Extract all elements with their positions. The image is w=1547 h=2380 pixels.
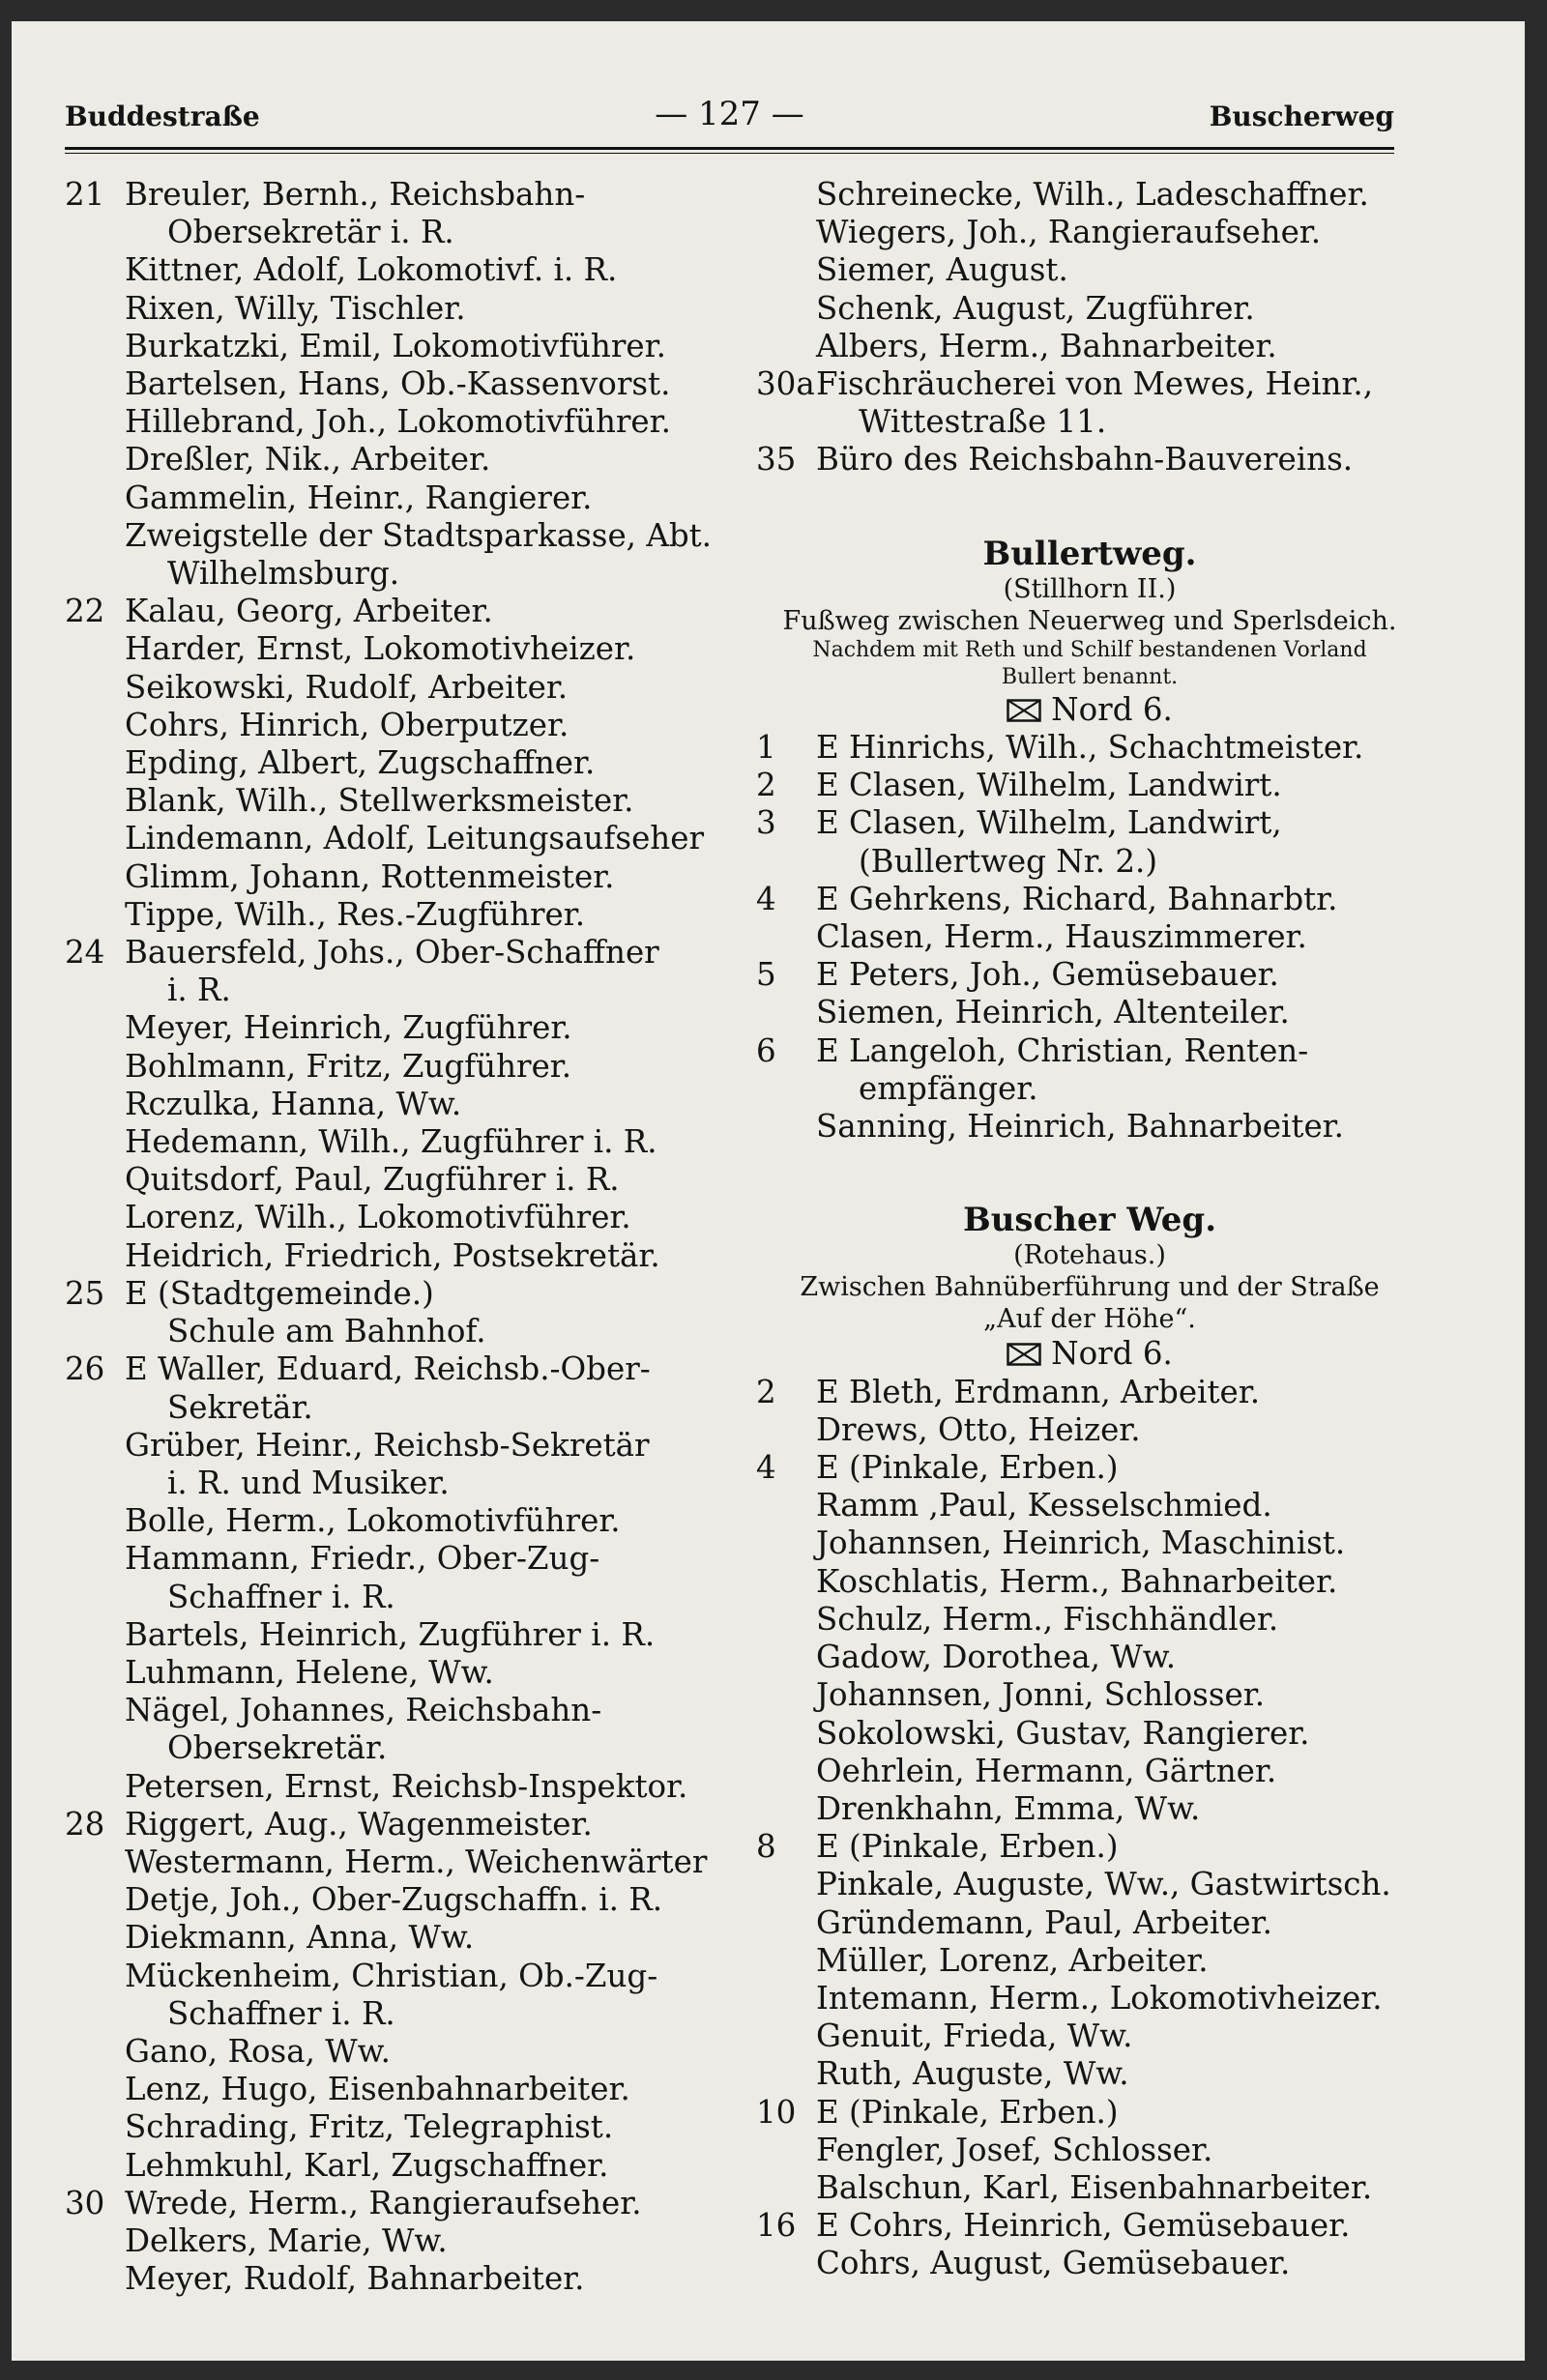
page-number: — 127 —	[655, 95, 804, 133]
entry-text: Büro des Reichsbahn-Bauvereins.	[816, 441, 1354, 479]
directory-entry	[65, 707, 742, 744]
directory-entry	[756, 2207, 1423, 2245]
entry-text: Fischräucherei von Mewes, Heinr.,	[816, 365, 1374, 403]
directory-entry	[756, 1524, 1423, 1562]
house-number: 25	[65, 1274, 105, 1312]
entry-text: Kittner, Adolf, Lokomotivf. i. R.	[125, 251, 618, 289]
entry-continuation: Wittestraße 11.	[859, 403, 1107, 441]
house-number: 2	[756, 1373, 776, 1410]
entry-text: E (Pinkale, Erben.)	[816, 2093, 1119, 2131]
entry-text: Nägel, Johannes, Reichsbahn-	[125, 1692, 602, 1729]
directory-entry	[756, 176, 1423, 214]
directory-entry	[65, 593, 742, 630]
buscher-weg-entries	[756, 1374, 1423, 2283]
entry-text: Koschlatis, Herm., Bahnarbeiter.	[816, 1562, 1338, 1600]
house-number: 4	[756, 1449, 776, 1487]
directory-entry	[65, 1123, 742, 1161]
directory-entry	[65, 820, 742, 857]
directory-entry	[756, 1449, 1423, 1487]
entry-text: Gano, Rosa, Ww.	[125, 2032, 391, 2070]
directory-entry	[756, 328, 1423, 365]
entry-text: Lindemann, Adolf, Leitungsaufseher	[125, 820, 704, 857]
postal-district-label: Nord 6.	[1051, 690, 1173, 728]
entry-continuation: Obersekretär.	[167, 1729, 388, 1767]
entry-text: Schulz, Herm., Fischhändler.	[816, 1600, 1279, 1638]
right-column	[756, 176, 1423, 2283]
entry-text: E (Stadtgemeinde.)	[125, 1274, 434, 1312]
entry-text: Ruth, Auguste, Ww.	[816, 2055, 1129, 2093]
directory-entry	[65, 2108, 742, 2146]
entry-text: Siemen, Heinrich, Altenteiler.	[816, 994, 1290, 1031]
house-number: 4	[756, 880, 776, 917]
directory-entry	[756, 2094, 1423, 2132]
left-entries	[65, 176, 742, 2298]
entry-text: Gadow, Dorothea, Ww.	[816, 1639, 1177, 1676]
house-number: 22	[65, 593, 105, 630]
directory-entry	[756, 1790, 1423, 1828]
directory-entry	[65, 176, 742, 251]
entry-text: Wrede, Herm., Rangieraufseher.	[125, 2184, 642, 2221]
entry-text: Drews, Otto, Heizer.	[816, 1410, 1141, 1448]
entry-text: Wiegers, Joh., Rangieraufseher.	[816, 214, 1322, 251]
directory-entry	[756, 365, 1423, 441]
entry-text: Sanning, Heinrich, Bahnarbeiter.	[816, 1108, 1344, 1146]
directory-entry	[65, 1048, 742, 1086]
directory-entry	[65, 1237, 742, 1275]
entry-text: Dreßler, Nik., Arbeiter.	[125, 441, 491, 479]
entry-text: Hammann, Friedr., Ober-Zug-	[125, 1540, 600, 1578]
entry-text: Quitsdorf, Paul, Zugführer i. R.	[125, 1161, 620, 1199]
entry-text: Zweigstelle der Stadtsparkasse, Abt.	[125, 516, 713, 554]
directory-entry	[65, 365, 742, 403]
entry-text: E Clasen, Wilhelm, Landwirt,	[816, 804, 1282, 842]
directory-entry	[756, 1866, 1423, 1903]
house-number: 3	[756, 804, 776, 842]
house-number: 21	[65, 176, 105, 213]
entry-text: E Hinrichs, Wilh., Schachtmeister.	[816, 729, 1364, 767]
directory-entry	[65, 1692, 742, 1767]
directory-entry	[756, 214, 1423, 251]
directory-entry	[756, 1904, 1423, 1942]
entry-text: Detje, Joh., Ober-Zugschaffn. i. R.	[125, 1881, 663, 1919]
directory-entry	[756, 1032, 1423, 1108]
entry-continuation: i. R. und Musiker.	[167, 1464, 450, 1501]
entry-text: Gründemann, Paul, Arbeiter.	[816, 1903, 1272, 1941]
directory-entry	[756, 251, 1423, 289]
directory-entry	[756, 1715, 1423, 1753]
entry-text: Drenkhahn, Emma, Ww.	[816, 1789, 1201, 1827]
directory-entry	[65, 744, 742, 782]
entry-text: Johannsen, Heinrich, Maschinist.	[816, 1524, 1346, 1562]
directory-entry	[756, 804, 1423, 880]
entry-text: Johannsen, Jonni, Schlosser.	[816, 1676, 1266, 1714]
house-number: 26	[65, 1350, 105, 1388]
directory-entry	[65, 858, 742, 896]
directory-entry	[65, 934, 742, 1009]
entry-continuation: Schule am Bahnhof.	[167, 1313, 486, 1350]
entry-text: Clasen, Herm., Hauszimmerer.	[816, 918, 1307, 956]
directory-entry	[65, 1919, 742, 1957]
entry-text: E Peters, Joh., Gemüsebauer.	[816, 956, 1279, 994]
entry-text: Blank, Wilh., Stellwerksmeister.	[125, 782, 634, 820]
directory-entry	[756, 1374, 1423, 1411]
directory-entry	[65, 517, 742, 593]
directory-entry	[756, 2055, 1423, 2093]
directory-entry	[756, 767, 1423, 804]
header-rule-thin	[65, 153, 1394, 154]
directory-entry	[65, 669, 742, 707]
entry-continuation: empfänger.	[859, 1069, 1038, 1107]
entry-text: E Clasen, Wilhelm, Landwirt.	[816, 767, 1282, 804]
envelope-icon	[1007, 1343, 1041, 1366]
entry-text: Meyer, Rudolf, Bahnarbeiter.	[125, 2260, 585, 2298]
entry-continuation: i. R.	[167, 972, 231, 1009]
directory-entry	[756, 1676, 1423, 1714]
directory-entry	[65, 1881, 742, 1919]
entry-text: Lehmkuhl, Karl, Zugschaffner.	[125, 2146, 609, 2184]
entry-text: Glimm, Johann, Rottenmeister.	[125, 857, 615, 895]
directory-entry	[756, 1108, 1423, 1146]
entry-text: Cohrs, August, Gemüsebauer.	[816, 2245, 1291, 2282]
entry-text: E Gehrkens, Richard, Bahnarbtr.	[816, 880, 1338, 917]
entry-text: Schreinecke, Wilh., Ladeschaffner.	[816, 176, 1369, 213]
entry-text: Pinkale, Auguste, Ww., Gastwirtsch.	[816, 1866, 1391, 1903]
entry-text: Siemer, August.	[816, 251, 1068, 289]
entry-text: Breuler, Bernh., Reichsbahn-	[125, 176, 586, 213]
entry-text: Hedemann, Wilh., Zugführer i. R.	[125, 1123, 657, 1161]
directory-entry	[756, 2245, 1423, 2282]
section-description: Zwischen Bahnüberführung und der Straße	[800, 1272, 1380, 1303]
directory-entry	[65, 1540, 742, 1615]
entry-text: E Langeloh, Christian, Renten-	[816, 1031, 1309, 1069]
section-description: Fußweg zwischen Neuerweg und Sperlsdeich.	[782, 605, 1397, 636]
left-column	[65, 176, 742, 2298]
entry-text: Delkers, Marie, Ww.	[125, 2221, 448, 2259]
directory-page	[12, 21, 1525, 2361]
section-title-bullertweg: Bullertweg.	[982, 534, 1197, 573]
entry-text: Fengler, Josef, Schlosser.	[816, 2131, 1213, 2168]
directory-entry	[65, 2222, 742, 2260]
directory-entry	[65, 328, 742, 365]
directory-entry	[756, 1942, 1423, 1980]
directory-entry	[65, 1768, 742, 1806]
entry-text: Müller, Lorenz, Arbeiter.	[816, 1941, 1209, 1979]
directory-entry	[756, 994, 1423, 1031]
entry-text: Rczulka, Hanna, Ww.	[125, 1085, 462, 1122]
entry-text: Oehrlein, Hermann, Gärtner.	[816, 1752, 1277, 1789]
section-title-buscher-weg: Buscher Weg.	[962, 1201, 1217, 1240]
entry-text: Bauersfeld, Johs., Ober-Schaffner	[125, 934, 659, 972]
entry-continuation: Sekretär.	[167, 1388, 313, 1426]
directory-entry	[65, 2260, 742, 2298]
envelope-icon	[1007, 699, 1041, 722]
entry-text: Bartels, Heinrich, Zugführer i. R.	[125, 1615, 656, 1653]
entry-text: Westermann, Herm., Weichenwärter	[125, 1843, 708, 1880]
entry-text: Ramm ,Paul, Kesselschmied.	[816, 1487, 1272, 1524]
entry-continuation: Schaffner i. R.	[167, 1578, 395, 1615]
entry-text: Heidrich, Friedrich, Postsekretär.	[125, 1236, 660, 1274]
entry-text: Luhmann, Helene, Ww.	[125, 1653, 494, 1691]
entry-text: Kalau, Georg, Arbeiter.	[125, 593, 493, 630]
entry-continuation: Schaffner i. R.	[167, 1994, 395, 2032]
directory-entry	[65, 290, 742, 328]
house-number: 8	[756, 1828, 776, 1866]
entry-text: Gammelin, Heinr., Rangierer.	[125, 479, 593, 516]
entry-text: Schrading, Fritz, Telegraphist.	[125, 2108, 614, 2146]
directory-entry	[65, 441, 742, 479]
entry-text: Bohlmann, Fritz, Zugführer.	[125, 1047, 572, 1085]
directory-entry	[756, 1980, 1423, 2017]
directory-entry	[756, 1828, 1423, 1866]
house-number: 24	[65, 934, 105, 972]
entry-text: Cohrs, Hinrich, Oberputzer.	[125, 706, 569, 743]
directory-entry	[65, 1161, 742, 1199]
entry-text: Riggert, Aug., Wagenmeister.	[125, 1805, 593, 1843]
section-description-note-end: Bullert benannt.	[1001, 664, 1179, 689]
postal-district	[756, 1335, 1423, 1373]
directory-entry	[756, 881, 1423, 918]
house-number: 5	[756, 956, 776, 994]
house-number: 35	[756, 441, 797, 479]
directory-entry	[756, 918, 1423, 956]
entry-text: Meyer, Heinrich, Zugführer.	[125, 1009, 572, 1047]
directory-entry	[756, 2017, 1423, 2055]
entry-text: Seikowski, Rudolf, Arbeiter.	[125, 668, 569, 706]
entry-text: Intemann, Herm., Lokomotivheizer.	[816, 1979, 1383, 2017]
directory-entry	[756, 1753, 1423, 1790]
directory-entry	[65, 1086, 742, 1123]
house-number: 30	[65, 2184, 105, 2221]
directory-entry	[65, 1350, 742, 1426]
directory-entry	[756, 1487, 1423, 1524]
house-number: 10	[756, 2093, 797, 2131]
entry-text: E Cohrs, Heinrich, Gemüsebauer.	[816, 2207, 1351, 2245]
directory-entry	[756, 441, 1423, 479]
entry-text: E (Pinkale, Erben.)	[816, 1828, 1119, 1866]
entry-text: Epding, Albert, Zugschaffner.	[125, 744, 596, 782]
entry-text: Grüber, Heinr., Reichsb-Sekretär	[125, 1426, 650, 1464]
directory-entry	[756, 1601, 1423, 1639]
directory-entry	[65, 896, 742, 934]
entry-text: Petersen, Ernst, Reichsb-Inspektor.	[125, 1767, 688, 1805]
directory-entry	[756, 290, 1423, 328]
entry-text: Harder, Ernst, Lokomotivheizer.	[125, 630, 636, 668]
entry-text: Burkatzki, Emil, Lokomotivführer.	[125, 327, 666, 364]
entry-text: Lorenz, Wilh., Lokomotivführer.	[125, 1199, 631, 1236]
entry-text: Albers, Herm., Bahnarbeiter.	[816, 327, 1277, 364]
directory-entry	[65, 1009, 742, 1047]
directory-entry	[65, 1616, 742, 1654]
entry-text: E (Pinkale, Erben.)	[816, 1449, 1119, 1487]
house-number: 30a	[756, 365, 815, 403]
postal-district-label: Nord 6.	[1051, 1335, 1173, 1373]
directory-entry	[65, 782, 742, 820]
directory-entry	[65, 1427, 742, 1502]
directory-entry	[756, 956, 1423, 994]
directory-entry	[65, 403, 742, 441]
entry-text: Diekmann, Anna, Ww.	[125, 1919, 475, 1957]
entry-text: Tippe, Wilh., Res.-Zugführer.	[125, 895, 586, 933]
entry-text: E Bleth, Erdmann, Arbeiter.	[816, 1373, 1261, 1410]
entry-text: Bartelsen, Hans, Ob.-Kassenvorst.	[125, 365, 671, 403]
house-number: 1	[756, 729, 776, 767]
house-number: 16	[756, 2207, 797, 2245]
directory-entry	[756, 2132, 1423, 2169]
header-rule-thick	[65, 147, 1394, 150]
directory-entry	[65, 2185, 742, 2222]
section-gap	[756, 479, 1423, 536]
directory-entry	[65, 2033, 742, 2071]
directory-entry	[65, 479, 742, 517]
section-description-note: Nachdem mit Reth und Schilf bestandenen Vorland	[812, 637, 1367, 662]
directory-entry	[65, 2071, 742, 2108]
directory-entry	[65, 2147, 742, 2185]
directory-entry	[65, 1843, 742, 1881]
directory-entry	[756, 1411, 1423, 1449]
section-description-end: „Auf der Höhe“.	[983, 1304, 1196, 1335]
entry-text: E Waller, Eduard, Reichsb.-Ober-	[125, 1350, 651, 1388]
entry-text: Schenk, August, Zugführer.	[816, 289, 1255, 327]
header-right-street: Buscherweg	[1209, 101, 1394, 132]
entry-text: Hillebrand, Joh., Lokomotivführer.	[125, 403, 671, 441]
entry-continuation: (Bullertweg Nr. 2.)	[859, 842, 1158, 880]
entry-continuation: Obersekretär i. R.	[167, 214, 454, 251]
entry-text: Sokolowski, Gustav, Rangierer.	[816, 1714, 1310, 1752]
directory-entry	[65, 1654, 742, 1692]
directory-entry	[65, 630, 742, 668]
section-gap	[756, 1146, 1423, 1202]
directory-entry	[756, 1563, 1423, 1601]
directory-entry	[65, 1199, 742, 1236]
entry-text: Rixen, Willy, Tischler.	[125, 289, 466, 327]
directory-entry	[756, 729, 1423, 767]
postal-district	[756, 691, 1423, 729]
header-left-street: Buddestraße	[65, 101, 260, 132]
right-top-entries	[756, 176, 1423, 479]
entry-text: Lenz, Hugo, Eisenbahnarbeiter.	[125, 2071, 630, 2108]
entry-text: Bolle, Herm., Lokomotivführer.	[125, 1502, 621, 1540]
entry-text: Genuit, Frieda, Ww.	[816, 2017, 1133, 2055]
entry-text: Balschun, Karl, Eisenbahnarbeiter.	[816, 2168, 1373, 2206]
bullertweg-entries	[756, 729, 1423, 1146]
page-header	[65, 91, 1394, 149]
directory-entry	[756, 1639, 1423, 1676]
section-subtitle: (Stillhorn II.)	[1003, 573, 1177, 604]
house-number: 6	[756, 1031, 776, 1069]
directory-entry	[756, 2169, 1423, 2207]
entry-text: Mückenheim, Christian, Ob.-Zug-	[125, 1957, 658, 1994]
house-number: 2	[756, 767, 776, 804]
section-subtitle: (Rotehaus.)	[1013, 1240, 1166, 1271]
directory-entry	[65, 1275, 742, 1350]
directory-entry	[65, 251, 742, 289]
directory-entry	[65, 1958, 742, 2033]
entry-continuation: Wilhelmsburg.	[167, 555, 400, 593]
house-number: 28	[65, 1805, 105, 1843]
directory-entry	[65, 1806, 742, 1843]
directory-entry	[65, 1502, 742, 1540]
